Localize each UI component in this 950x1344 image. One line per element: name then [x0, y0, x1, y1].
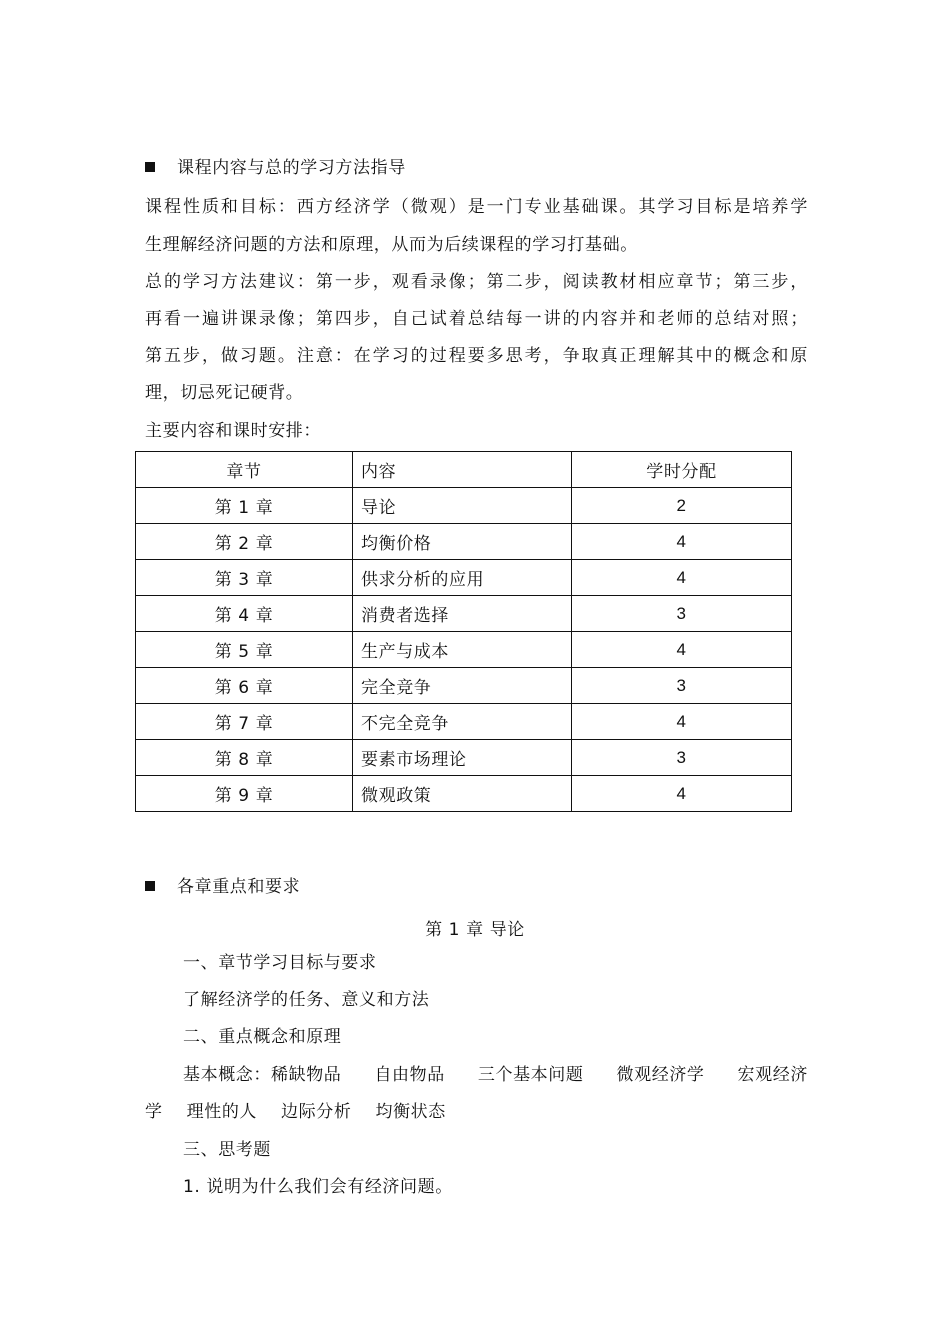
- cell-chapter: 第 8 章: [136, 740, 353, 776]
- concept-term: 宏观经济: [737, 1065, 808, 1085]
- table-row: [136, 740, 792, 776]
- cell-hours: 4: [572, 704, 792, 740]
- subheading-goals: 一、章节学习目标与要求: [183, 953, 377, 973]
- method-paragraph-line: 第五步，做习题。注意：在学习的过程要多思考，争取真正理解其中的概念和原: [145, 346, 808, 366]
- schedule-table: [135, 451, 792, 812]
- concept-term: 边际分析: [281, 1102, 352, 1122]
- concept-term: 三个基本问题: [477, 1065, 584, 1085]
- cell-content: 供求分析的应用: [353, 560, 572, 596]
- section-heading-course: 课程内容与总的学习方法指导: [145, 158, 406, 178]
- table-row: [136, 488, 792, 524]
- nature-paragraph-line: 生理解经济问题的方法和原理，从而为后续课程的学习打基础。: [145, 235, 638, 255]
- square-bullet-icon: [145, 162, 155, 172]
- schedule-intro: 主要内容和课时安排：: [145, 421, 321, 441]
- header-chapter: 章节: [136, 452, 353, 488]
- cell-content: 完全竞争: [353, 668, 572, 704]
- header-content: 内容: [353, 452, 572, 488]
- square-bullet-icon: [145, 881, 155, 891]
- cell-content: 要素市场理论: [353, 740, 572, 776]
- method-paragraph-line: 再看一遍讲课录像；第四步，自己试着总结每一讲的内容并和老师的总结对照；: [145, 309, 808, 329]
- table-row: [136, 704, 792, 740]
- nature-paragraph-line: 课程性质和目标：西方经济学（微观）是一门专业基础课。其学习目标是培养学: [145, 197, 808, 217]
- concept-term-tail: 学: [145, 1102, 163, 1122]
- cell-hours: 3: [572, 596, 792, 632]
- cell-chapter: 第 4 章: [136, 596, 353, 632]
- table-row: [136, 524, 792, 560]
- cell-content: 微观政策: [353, 776, 572, 812]
- cell-content: 生产与成本: [353, 632, 572, 668]
- table-row: [136, 668, 792, 704]
- table-row: [136, 560, 792, 596]
- goals-text: 了解经济学的任务、意义和方法: [183, 990, 430, 1010]
- header-hours: 学时分配: [572, 452, 792, 488]
- concept-term: 自由物品: [374, 1065, 445, 1085]
- concept-term: 稀缺物品: [271, 1065, 342, 1085]
- cell-chapter: 第 1 章: [136, 488, 353, 524]
- cell-hours: 4: [572, 776, 792, 812]
- cell-hours: 3: [572, 668, 792, 704]
- concept-term: 理性的人: [186, 1102, 258, 1122]
- cell-chapter: 第 3 章: [136, 560, 353, 596]
- cell-chapter: 第 2 章: [136, 524, 353, 560]
- chapter-title: 第 1 章 导论: [425, 920, 525, 940]
- concepts-line: [145, 1102, 446, 1122]
- cell-hours: 4: [572, 524, 792, 560]
- cell-content: 消费者选择: [353, 596, 572, 632]
- cell-hours: 3: [572, 740, 792, 776]
- table-row: [136, 596, 792, 632]
- subheading-questions: 三、思考题: [183, 1140, 271, 1160]
- concepts-label: 基本概念：: [183, 1065, 271, 1085]
- method-paragraph-line: 总的学习方法建议：第一步，观看录像；第二步，阅读教材相应章节；第三步，: [145, 272, 808, 292]
- cell-chapter: 第 5 章: [136, 632, 353, 668]
- section-heading-chapters: 各章重点和要求: [145, 877, 300, 897]
- cell-content: 均衡价格: [353, 524, 572, 560]
- cell-hours: 2: [572, 488, 792, 524]
- cell-content: 导论: [353, 488, 572, 524]
- concepts-line: [183, 1065, 808, 1085]
- method-paragraph-line: 理，切忌死记硬背。: [145, 383, 304, 403]
- cell-content: 不完全竞争: [353, 704, 572, 740]
- concept-term: 均衡状态: [375, 1102, 446, 1122]
- cell-chapter: 第 9 章: [136, 776, 353, 812]
- cell-chapter: 第 7 章: [136, 704, 353, 740]
- table-header-row: [136, 452, 792, 488]
- cell-hours: 4: [572, 632, 792, 668]
- table-row: [136, 632, 792, 668]
- subheading-concepts: 二、重点概念和原理: [183, 1027, 342, 1047]
- table-row: [136, 776, 792, 812]
- question-item: 1. 说明为什么我们会有经济问题。: [183, 1177, 453, 1197]
- cell-hours: 4: [572, 560, 792, 596]
- cell-chapter: 第 6 章: [136, 668, 353, 704]
- concept-term: 微观经济学: [616, 1065, 705, 1085]
